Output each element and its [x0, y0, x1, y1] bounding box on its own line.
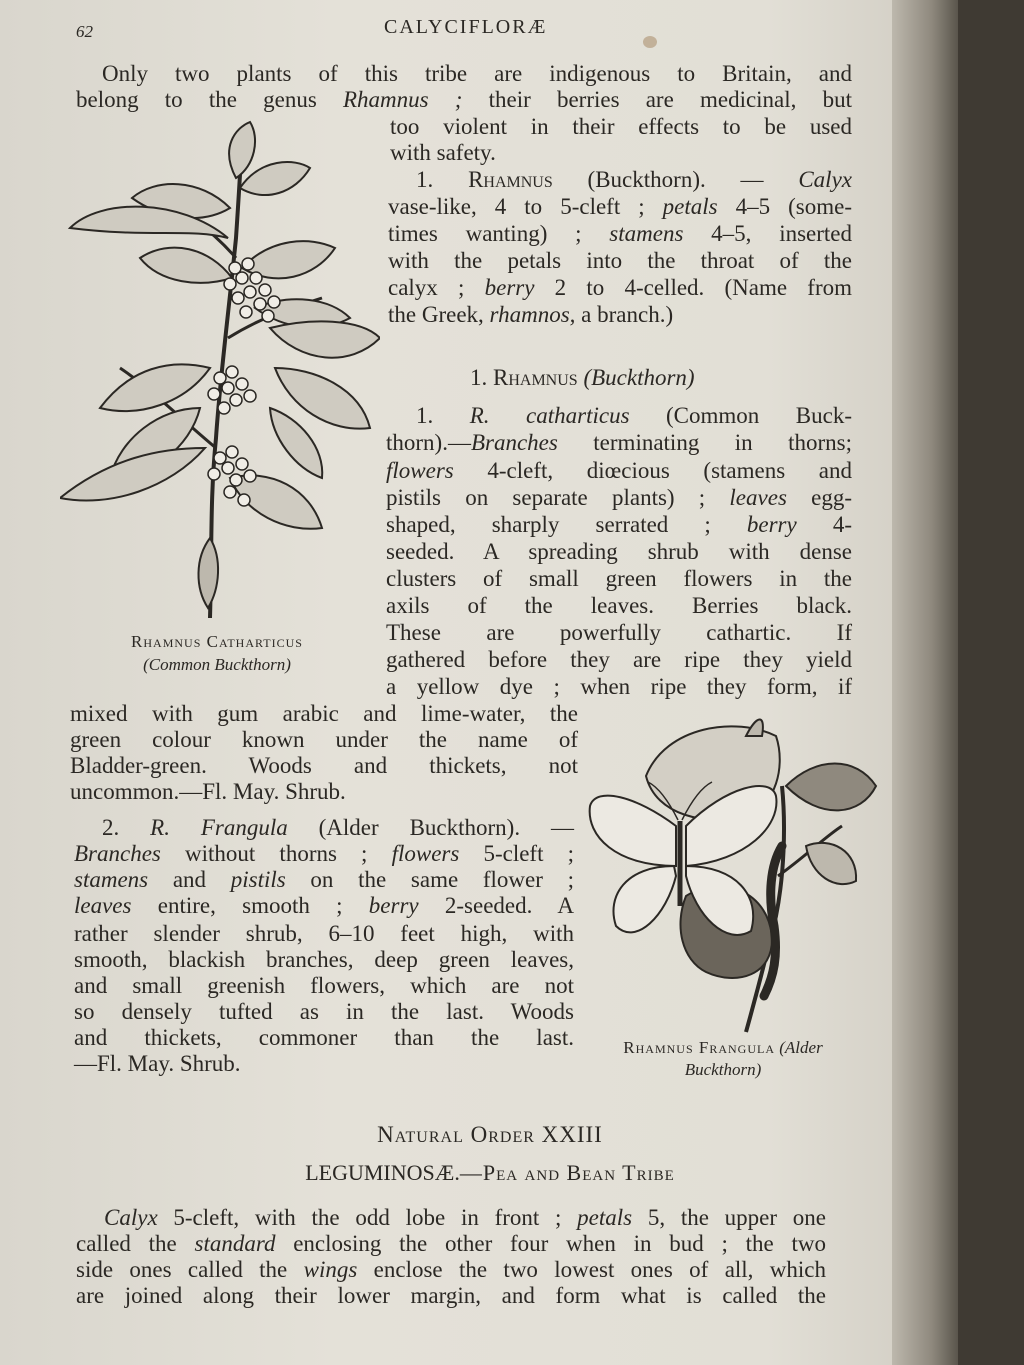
family-text-line-4: are joined along their lower margin, and form what is called the — [76, 1283, 826, 1308]
caption-rhamnus-catharticus: Rhamnus Catharticus — [131, 632, 303, 651]
species1-line-13: green colour known under the name of — [70, 727, 578, 752]
species1-line-2: thorn).—Branches terminating in thorns; — [386, 430, 852, 455]
leaf — [270, 408, 322, 478]
species2-line-8: so densely tufted as in the last. Woods — [74, 999, 574, 1024]
species1-line-1: 1. R. catharticus (Common Buck- — [416, 403, 852, 428]
leaf — [786, 764, 876, 811]
running-head: CALYCIFLORÆ — [384, 16, 548, 38]
species1-line-10: gathered before they are ripe they yield — [386, 647, 852, 672]
species2-line-1: 2. R. Frangula (Alder Buckthorn). — — [102, 815, 574, 840]
species2-line-5: rather slender shrub, 6–10 feet high, with — [74, 921, 574, 946]
leaf — [229, 122, 255, 178]
leaf — [270, 321, 380, 357]
family-text-line-2: called the standard enclosing the other four when in bud ; the two — [76, 1231, 826, 1256]
caption-alder-buckthorn: Buckthorn) — [684, 1060, 762, 1079]
leaf — [140, 248, 232, 283]
species1-line-5: shaped, sharply serrated ; berry 4- — [386, 512, 852, 537]
leaf — [240, 162, 310, 195]
species1-line-7: clusters of small green flowers in the — [386, 566, 852, 591]
family-heading: LEGUMINOSÆ.—Pea and Bean Tribe — [305, 1160, 675, 1185]
genus-key-line-2: vase-like, 4 to 5-cleft ; petals 4–5 (some- — [388, 194, 852, 219]
intro-line-3: too violent in their effects to be used — [390, 114, 852, 139]
species1-line-3: flowers 4-cleft, diœcious (stamens and — [386, 458, 852, 483]
page-number: 62 — [76, 22, 93, 41]
genus-key-line-1: 1. Rhamnus (Buckthorn). — Calyx — [416, 167, 852, 192]
family-text-line-1: Calyx 5-cleft, with the odd lobe in front ; petals 5, the upper one — [104, 1205, 826, 1230]
intro-line-4: with safety. — [390, 140, 496, 165]
caption-common-buckthorn: (Common Buckthorn) — [143, 655, 291, 674]
intro-line-1: Only two plants of this tribe are indigenous to Britain, and — [102, 61, 852, 86]
butterfly-hindwing-left — [613, 866, 676, 932]
species2-line-3: stamens and pistils on the same flower ; — [74, 867, 574, 892]
species1-line-12: mixed with gum arabic and lime-water, the — [70, 701, 578, 726]
species2-line-7: and small greenish flowers, which are not — [74, 973, 574, 998]
species2-line-2: Branches without thorns ; flowers 5-cleft ; — [74, 841, 575, 866]
leaf — [806, 843, 856, 884]
species1-line-9: These are powerfully cathartic. If — [386, 620, 852, 645]
caption-rhamnus-frangula: Rhamnus Frangula (Alder — [623, 1038, 823, 1057]
butterfly-forewing-left — [590, 796, 676, 866]
genus-key-line-4: with the petals into the throat of the — [388, 248, 852, 273]
species1-line-8: axils of the leaves. Berries black. — [386, 593, 852, 618]
species1-line-11: a yellow dye ; when ripe they form, if — [386, 674, 852, 699]
genus-key-line-6: the Greek, rhamnos, a branch.) — [388, 302, 674, 327]
species2-line-9: and thickets, commoner than the last. — [74, 1025, 574, 1050]
ink-spot — [643, 36, 657, 48]
natural-order-heading: Natural Order XXIII — [377, 1122, 603, 1147]
species2-line-10: —Fl. May. Shrub. — [74, 1051, 241, 1076]
page-edge-shadow — [892, 0, 958, 1365]
species2-line-4: leaves entire, smooth ; berry 2-seeded. A — [74, 893, 574, 918]
species1-line-6: seeded. A spreading shrub with dense — [386, 539, 852, 564]
family-text-line-3: side ones called the wings enclose the two lowest ones of all, which — [76, 1257, 826, 1282]
species1-line-14: Bladder-green. Woods and thickets, not — [70, 753, 578, 778]
species2-line-6: smooth, blackish branches, deep green leaves, — [74, 947, 574, 972]
frangula-butterfly-illustration — [586, 716, 878, 1034]
buckthorn-illustration — [60, 118, 380, 628]
intro-line-2: belong to the genus Rhamnus ; their berries are medicinal, but — [76, 87, 852, 112]
genus-key-line-5: calyx ; berry 2 to 4-celled. (Name from — [388, 275, 852, 300]
species1-line-4: pistils on separate plants) ; leaves egg- — [386, 485, 852, 510]
species1-line-15: uncommon.—Fl. May. Shrub. — [70, 779, 346, 804]
leaf — [100, 364, 210, 411]
genus-key-line-3: times wanting) ; stamens 4–5, inserted — [388, 221, 852, 246]
genus-heading: 1. Rhamnus (Buckthorn) — [470, 365, 695, 390]
